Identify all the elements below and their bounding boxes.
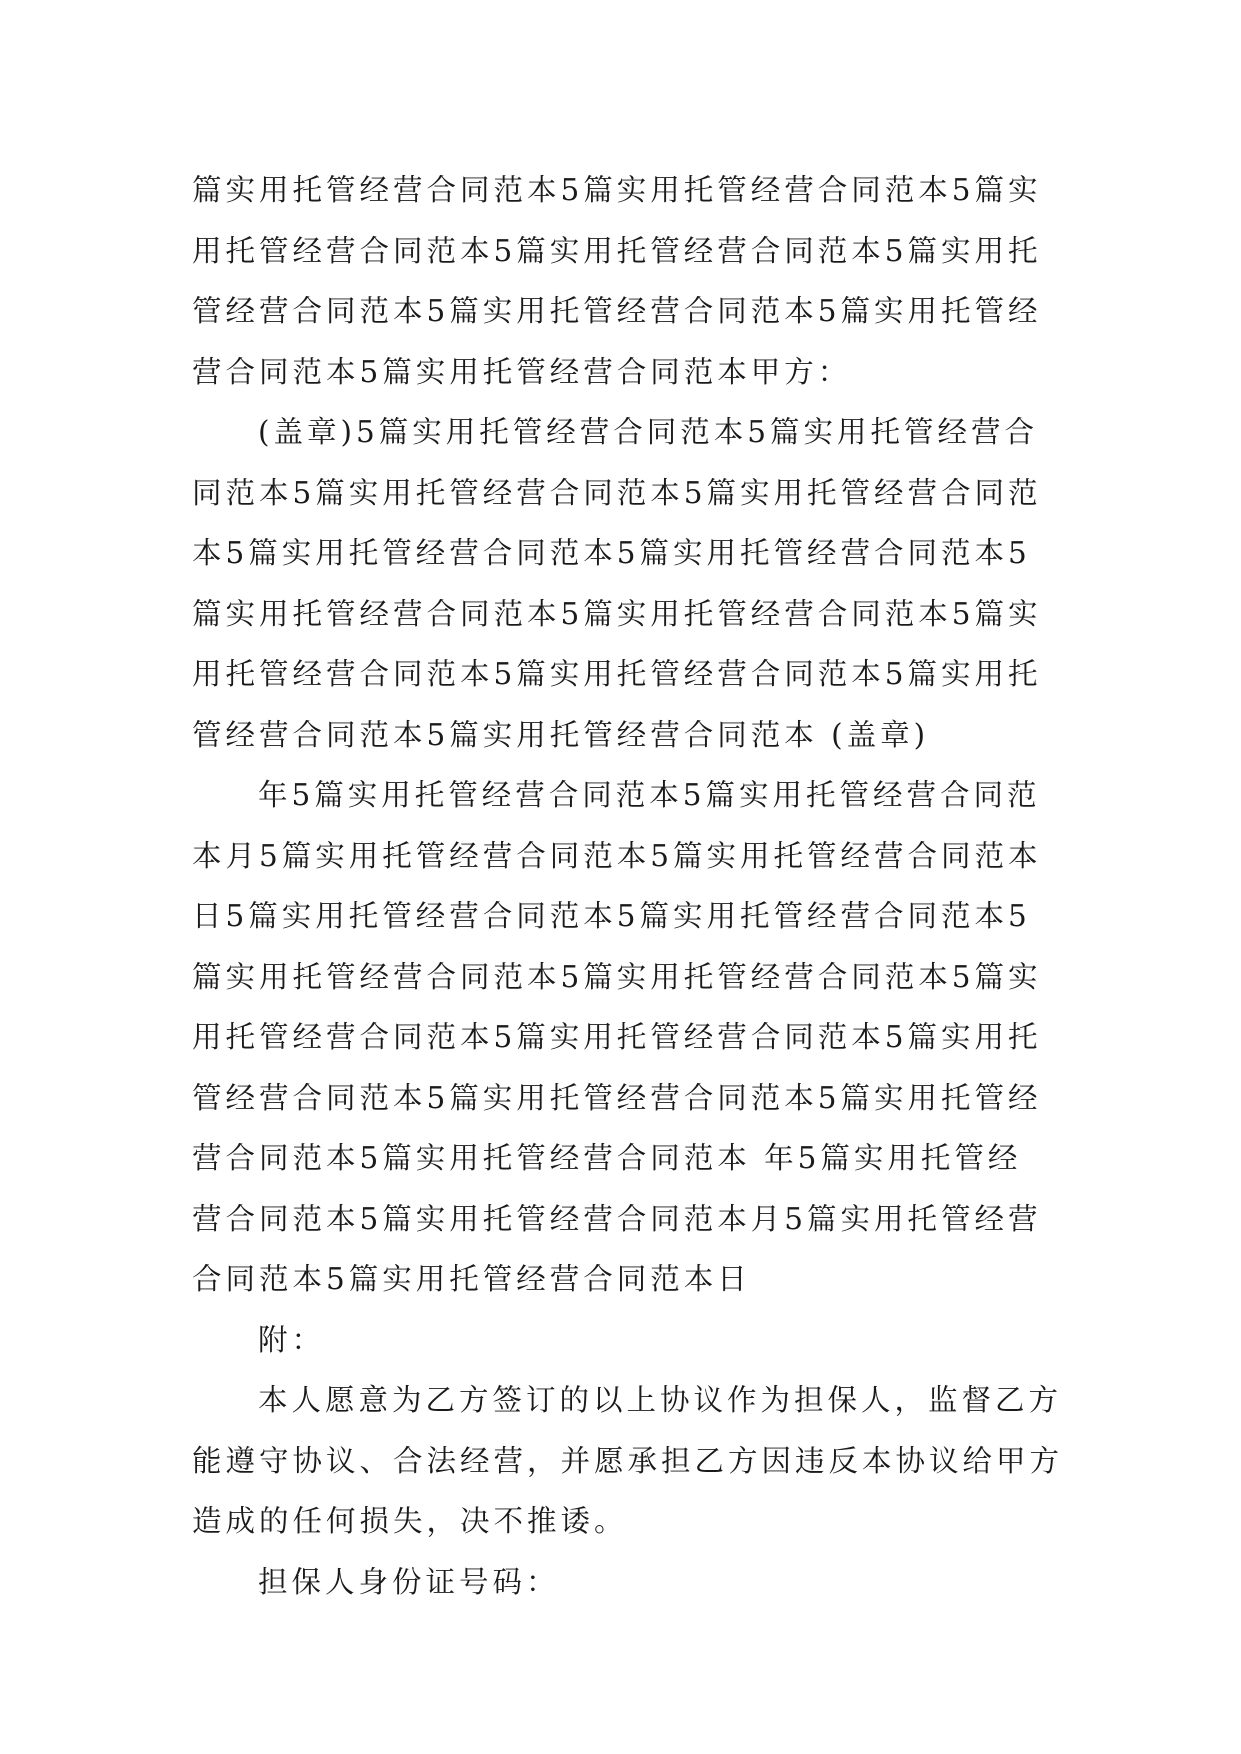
text-line: 管经营合同范本5篇实用托管经营合同范本5篇实用托管经 (192, 294, 1042, 328)
text-line: 营合同范本5篇实用托管经营合同范本 年5篇实用托管经 (192, 1141, 1022, 1175)
paragraph-guarantor-id (192, 1552, 1054, 1613)
text-line: 营合同范本5篇实用托管经营合同范本月5篇实用托管经营 (192, 1201, 1042, 1236)
paragraph-3 (192, 765, 1054, 1310)
text-line: 用托管经营合同范本5篇实用托管经营合同范本5篇实用托 (192, 233, 1042, 268)
appendix-label: 附： (258, 1322, 326, 1357)
text-line: 用托管经营合同范本5篇实用托管经营合同范本5篇实用托 (192, 657, 1042, 691)
paragraph-appendix (192, 1310, 1054, 1371)
text-line: 篇实用托管经营合同范本5篇实用托管经营合同范本5篇实 (192, 596, 1042, 631)
text-line: 造成的任何损失，决不推诿。 (192, 1504, 628, 1538)
guarantor-id-label: 担保人身份证号码： (258, 1564, 560, 1599)
text-line: 管经营合同范本5篇实用托管经营合同范本5篇实用托管经 (192, 1080, 1042, 1115)
text-line: 本人愿意为乙方签订的以上协议作为担保人，监督乙方 (258, 1383, 1063, 1417)
paragraph-2 (192, 402, 1054, 765)
paragraph-1 (192, 160, 1054, 402)
text-line: 合同范本5篇实用托管经营合同范本日 (192, 1262, 751, 1296)
text-line: 年5篇实用托管经营合同范本5篇实用托管经营合同范 (258, 778, 1041, 812)
text-line: 本5篇实用托管经营合同范本5篇实用托管经营合同范本5 (192, 536, 1031, 570)
text-line: 篇实用托管经营合同范本5篇实用托管经营合同范本5篇实 (192, 173, 1042, 207)
text-line: 用托管经营合同范本5篇实用托管经营合同范本5篇实用托 (192, 1020, 1042, 1054)
document-body (192, 160, 1064, 1612)
text-line: 管经营合同范本5篇实用托管经营合同范本 (盖章) (192, 717, 930, 752)
text-line: (盖章)5篇实用托管经营合同范本5篇实用托管经营合 (258, 415, 1039, 449)
text-line: 营合同范本5篇实用托管经营合同范本甲方： (192, 354, 852, 389)
text-line: 能遵守协议、合法经营，并愿承担乙方因违反本协议给甲方 (192, 1443, 1064, 1478)
text-line: 同范本5篇实用托管经营合同范本5篇实用托管经营合同范 (192, 475, 1042, 510)
paragraph-guarantee (192, 1370, 1064, 1552)
text-line: 本月5篇实用托管经营合同范本5篇实用托管经营合同范本 (192, 838, 1042, 873)
text-line: 日5篇实用托管经营合同范本5篇实用托管经营合同范本5 (192, 899, 1031, 933)
text-line: 篇实用托管经营合同范本5篇实用托管经营合同范本5篇实 (192, 959, 1042, 994)
